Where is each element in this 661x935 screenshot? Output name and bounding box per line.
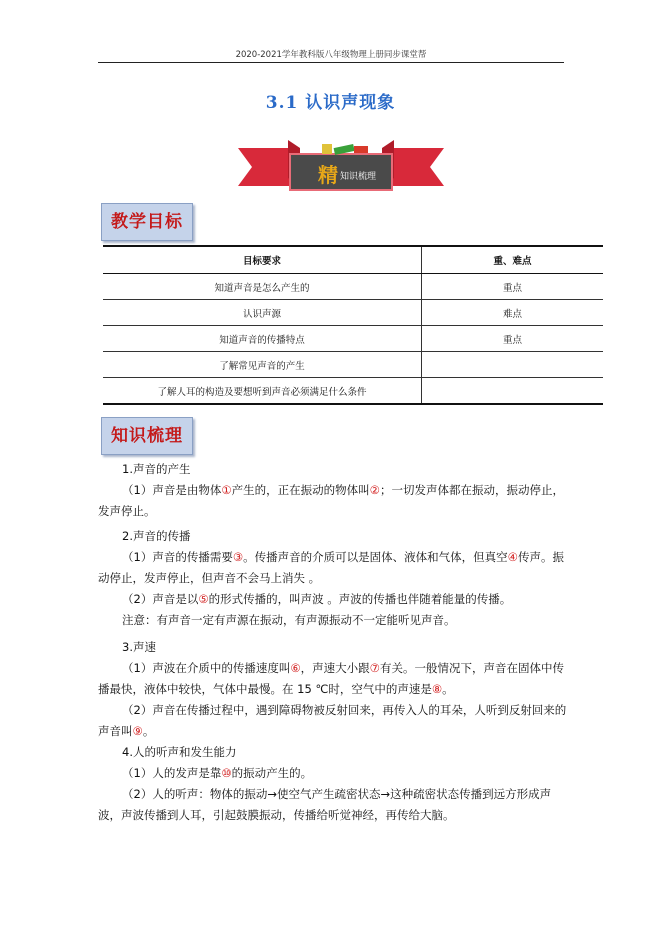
header-goal: 目标要求: [103, 246, 422, 274]
paragraph-1: [98, 480, 570, 522]
content-body: [98, 459, 570, 826]
text: （1）声音是由物体: [122, 483, 222, 497]
subheading-3: 3.声速: [122, 640, 156, 654]
text: （2）声音是以: [122, 592, 199, 606]
blank-marker: ③: [232, 550, 244, 564]
blank-marker: ⑧: [431, 682, 443, 696]
text: （1）人的发声是靠: [122, 766, 222, 780]
text: 有关。一般情况下，声音在固体中传播最快，液体中较快，气体中最慢。在 15 ℃时，空气中的声速是: [98, 661, 564, 696]
table-row: [103, 326, 603, 352]
table-row: [103, 352, 603, 378]
text: 的振动产生的。: [231, 766, 313, 780]
header-level: 重、难点: [422, 246, 604, 274]
text: 产生的，正在振动的物体叫: [231, 483, 370, 497]
table-header-row: [103, 246, 603, 274]
subheading-1: 1.声音的产生: [122, 462, 191, 476]
goals-table: [103, 245, 603, 405]
text: 传声。振动停止，发声停止，但声音不会马上消失 。: [98, 550, 564, 585]
blank-marker: ①: [221, 483, 232, 497]
goal-cell: 了解常见声音的产生: [103, 352, 422, 378]
blank-marker: ⑥: [290, 661, 301, 675]
paragraph-2: [98, 547, 570, 589]
section-heading-knowledge: 知识梳理: [101, 417, 193, 455]
section-banner: [238, 140, 444, 194]
note: 注意：有声音一定有声源在振动，有声源振动不一定能听见声音。: [122, 613, 456, 627]
blank-marker: ⑦: [369, 661, 380, 675]
page-header: 2020-2021学年教科版八年级物理上册同步课堂帮: [235, 50, 427, 60]
text: 的形式传播的，叫声波 。声波的传播也伴随着能量的传播。: [208, 592, 512, 606]
paragraph-6: [98, 763, 570, 784]
paragraph-5: [98, 700, 570, 742]
text: （1）声音的传播需要: [122, 550, 233, 564]
blank-marker: ②: [369, 483, 380, 497]
subheading-2: 2.声音的传播: [122, 529, 191, 543]
goal-cell: 知道声音的传播特点: [103, 326, 422, 352]
banner-char: 精: [318, 163, 338, 187]
text: （2）声音在传播过程中，遇到障碍物被反射回来，再传入人的耳朵，人听到反射回来的声音叫: [98, 703, 567, 738]
text: ；一切发声体都在振动，振动停止，发声停止。: [98, 483, 564, 518]
goal-cell: 认识声源: [103, 300, 422, 326]
text: 。: [142, 724, 155, 738]
blank-marker: ⑨: [132, 724, 143, 738]
paragraph-4: [98, 658, 570, 700]
level-cell: 重点: [422, 326, 604, 352]
page-title: 3.1 认识声现象: [265, 93, 396, 113]
level-cell: [422, 378, 604, 405]
table-row: [103, 300, 603, 326]
goal-cell: 了解人耳的构造及要想听到声音必须满足什么条件: [103, 378, 422, 405]
level-cell: [422, 352, 604, 378]
section-heading-goals: 教学目标: [101, 203, 193, 241]
level-cell: 难点: [422, 300, 604, 326]
text: （1）声波在介质中的传播速度叫: [122, 661, 291, 675]
paragraph-7: （2）人的听声：物体的振动→使空气产生疏密状态→这种疏密状态传播到远方形成声波，声波传播到人耳，引起鼓膜振动，传播给听觉神经，再传给大脑。: [98, 787, 552, 822]
level-cell: 重点: [422, 274, 604, 300]
header-divider: [98, 62, 564, 63]
text: 。: [442, 682, 454, 696]
table-row: [103, 378, 603, 405]
text: ，声速大小跟: [300, 661, 370, 675]
paragraph-3: [98, 589, 570, 610]
subheading-4: 4.人的听声和发生能力: [122, 745, 237, 759]
blank-marker: ⑤: [198, 592, 209, 606]
goal-cell: 知道声音是怎么产生的: [103, 274, 422, 300]
table-row: [103, 274, 603, 300]
banner-label: 知识梳理: [340, 172, 377, 182]
blank-marker: ④: [507, 550, 518, 564]
blank-marker: ⑩: [221, 766, 232, 780]
text: 。传播声音的介质可以是固体、液体和气体，但真空: [243, 550, 508, 564]
